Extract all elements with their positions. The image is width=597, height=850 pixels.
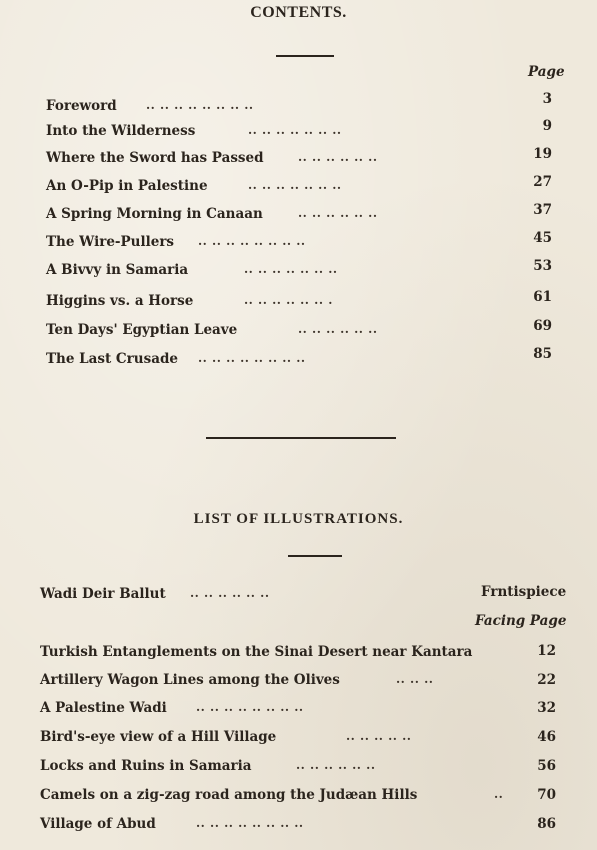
contents-entry-title: The Wire-Pullers <box>46 234 175 250</box>
contents-entry-page: 45 <box>533 230 552 246</box>
illustrations-entry-leaders: .. .. .. .. .. .. .. .. <box>196 816 304 830</box>
contents-entry-title: Into the Wilderness <box>46 123 196 139</box>
contents-entry-page: 85 <box>533 346 552 362</box>
illustrations-entry-title: Camels on a zig-zag road among the Judæan Hills <box>40 787 418 803</box>
contents-entry-page: 9 <box>542 118 552 134</box>
illustrations-entry-title: Village of Abud <box>40 816 156 832</box>
illustrations-entry-title: Wadi Deir Ballut <box>40 586 166 602</box>
illustrations-title: LIST OF ILLUSTRATIONS. <box>193 511 404 527</box>
contents-entry-page: 61 <box>533 289 552 305</box>
illustrations-entry-page: 86 <box>537 816 556 832</box>
contents-entry-leaders: .. .. .. .. .. .. .. .. <box>146 98 254 112</box>
illustrations-entry-page: 12 <box>537 643 556 659</box>
illustrations-entry-leaders: .. <box>494 787 504 801</box>
contents-entry-page: 19 <box>533 146 552 162</box>
contents-entry-page: 27 <box>533 174 552 190</box>
contents-entry-page: 3 <box>542 91 552 107</box>
contents-entry-title: Foreword <box>46 98 117 114</box>
illustrations-entry-page: 56 <box>537 758 556 774</box>
illustrations-entry-leaders: .. .. .. .. .. .. .. .. <box>196 700 304 714</box>
illustrations-entry-leaders: .. .. .. .. .. .. <box>190 586 270 600</box>
illustrations-entry-page: 22 <box>537 672 556 688</box>
illustrations-entry-title: Artillery Wagon Lines among the Olives <box>40 672 340 688</box>
illustrations-entry-leaders: .. .. .. .. .. .. <box>296 758 376 772</box>
illustrations-entry-title: A Palestine Wadi <box>40 700 167 716</box>
contents-entry-title: A Bivvy in Samaria <box>46 262 189 278</box>
contents-rule <box>276 55 334 57</box>
facing-page-label: Facing Page <box>475 613 567 629</box>
contents-entry-leaders: .. .. .. .. .. .. .. <box>248 123 342 137</box>
illustrations-entry-leaders: .. .. .. .. .. <box>346 729 412 743</box>
contents-entry-page: 69 <box>533 318 552 334</box>
contents-entry-title: Where the Sword has Passed <box>46 150 264 166</box>
illustrations-rule <box>288 555 342 557</box>
contents-entry-leaders: .. .. .. .. .. .. .. <box>244 262 338 276</box>
contents-entry-title: The Last Crusade <box>46 351 178 367</box>
contents-entry-title: A Spring Morning in Canaan <box>46 206 263 222</box>
contents-entry-title: Higgins vs. a Horse <box>46 293 194 309</box>
contents-entry-leaders: .. .. .. .. .. .. <box>298 206 378 220</box>
contents-entry-leaders: .. .. .. .. .. .. .. <box>248 178 342 192</box>
illustrations-entry-title: Turkish Entanglements on the Sinai Desert near Kantara <box>40 644 473 660</box>
illustrations-entry-page: 32 <box>537 700 556 716</box>
contents-entry-page: 53 <box>533 258 552 274</box>
contents-entry-leaders: .. .. .. .. .. .. <box>298 322 378 336</box>
contents-entry-page: 37 <box>533 202 552 218</box>
illustrations-entry-page: 46 <box>537 729 556 745</box>
contents-title: CONTENTS. <box>250 4 347 21</box>
contents-page-label: Page <box>528 64 565 80</box>
illustrations-entry-title: Locks and Ruins in Samaria <box>40 758 252 774</box>
contents-entry-title: An O-Pip in Palestine <box>46 178 208 194</box>
frontispiece-label: Frntispiece <box>481 584 567 600</box>
contents-entry-leaders: .. .. .. .. .. .. <box>298 150 378 164</box>
contents-entry-leaders: .. .. .. .. .. .. .. .. <box>198 234 306 248</box>
illustrations-entry-title: Bird's-eye view of a Hill Village <box>40 729 277 745</box>
section-divider <box>206 437 396 439</box>
illustrations-entry-leaders: .. .. .. <box>396 672 434 686</box>
contents-entry-leaders: .. .. .. .. .. .. . <box>244 293 333 307</box>
contents-entry-leaders: .. .. .. .. .. .. .. .. <box>198 351 306 365</box>
contents-entry-title: Ten Days' Egyptian Leave <box>46 322 238 338</box>
illustrations-entry-page: 70 <box>537 787 556 803</box>
